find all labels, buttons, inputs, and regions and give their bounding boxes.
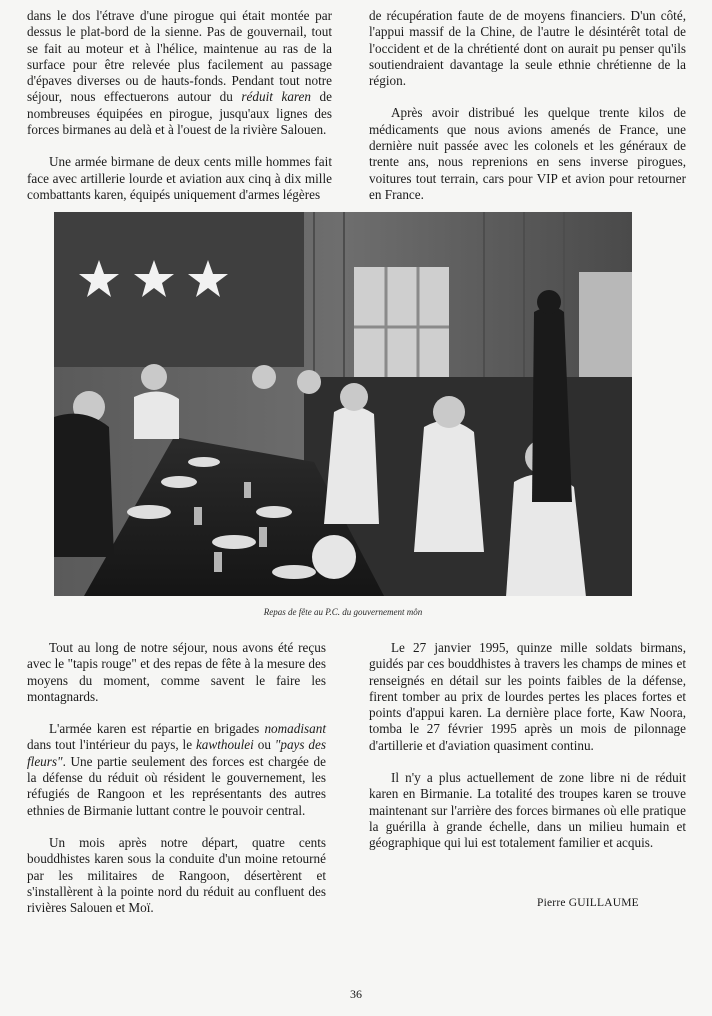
paragraph: de récupération faute de de moyens financiers. D'un côté, l'appui massif de la Chine, de l'autre le désintérêt total de l'occident et de la chrétienté dont on aurait pu penser qu'ils soutiendraient davantage la seule ethnie chrétienne de la région. bbox=[369, 8, 686, 89]
column-top-left bbox=[27, 8, 332, 203]
emphasis: "pays des fleurs" bbox=[27, 737, 326, 769]
emphasis: nomadisant bbox=[264, 721, 326, 737]
emphasis: kawthoulei bbox=[195, 737, 254, 753]
paragraph: Un mois après notre départ, quatre cents bouddhistes karen sous la conduite d'un moine retourné par les militaires de Rangoon, désertèrent et s'installèrent à la pointe nord du réduit au confluent des rivières Salouen et Moï. bbox=[27, 834, 326, 916]
paragraph: Après avoir distribué les quelque trente kilos de médicaments que nous avions amenés de France, une dernière nuit passée avec les colonels et les généraux de trente ans, nous reprenions en sens inverse pirogues, voitures tout terrain, cars pour VIP et avion pour retourner en France. bbox=[369, 105, 686, 202]
paragraph: Il n'y a plus actuellement de zone libre ni de réduit karen en Birmanie. La totalité des troupes karen se trouve maintenant sur l'arrière des forces birmanes où elle pratique la guérilla à grande échelle, dans un milieu humain et géographique qui lui est totalement familier et acquis. bbox=[369, 770, 686, 851]
paragraph: Le 27 janvier 1995, quinze mille soldats birmans, guidés par ces bouddhistes à travers les champs de mines et renseignés en détail sur les points faibles de la défense, firent tomber au prix de lourdes pertes les places fortes et points d'appui karen. La dernière place forte, Kaw Noora, tomba le 27 février 1995 après un mois de pilonnage d'artillerie et d'aviation quasiment continu. bbox=[369, 640, 686, 753]
paragraph: Une armée birmane de deux cents mille hommes fait face avec artillerie lourde et aviation aux cinq à dix mille combattants karen, équipés uniquement d'armes légères bbox=[27, 154, 332, 202]
banquet-photo bbox=[54, 212, 632, 596]
column-bottom-right bbox=[369, 640, 686, 852]
author-signature: Pierre GUILLAUME bbox=[537, 897, 639, 909]
paragraph: L'armée karen est répartie en brigades nomadisant dans tout l'intérieur du pays, le kawthoulei ou "pays des fleurs". Une partie seulement des forces est chargée de la défense du réduit où résident le gouvernement, les réfugiés de Rangoon et les représentants des autres ethnies de Birmanie luttant contre le pouvoir central. bbox=[27, 721, 326, 818]
paragraph: dans le dos l'étrave d'une pirogue qui était montée par dessus le plat-bord de la sienne. Pas de gouvernail, tout se fait au moteur et à l'hélice, maintenue au ras de la surface pour être relevée plus facilement au passage d'épaves diverses ou de hauts-fonds. Pendant tout notre séjour, nous effectuerons autour du réduit karen de nombreuses équipées en pirogue, jusqu'aux lignes des forces birmanes au delà et à l'ouest de la rivière Salouen. bbox=[27, 8, 332, 138]
emphasis: réduit karen bbox=[241, 89, 311, 105]
page-number: 36 bbox=[350, 987, 362, 1001]
paragraph: Tout au long de notre séjour, nous avons été reçus avec le "tapis rouge" et des repas de fête à la mesure des moyens du moment, comme savent le faire les montagnards. bbox=[27, 640, 326, 704]
column-bottom-left bbox=[27, 640, 326, 916]
photo-caption: Repas de fête au P.C. du gouvernement môn bbox=[263, 607, 423, 617]
column-top-right bbox=[369, 8, 686, 203]
